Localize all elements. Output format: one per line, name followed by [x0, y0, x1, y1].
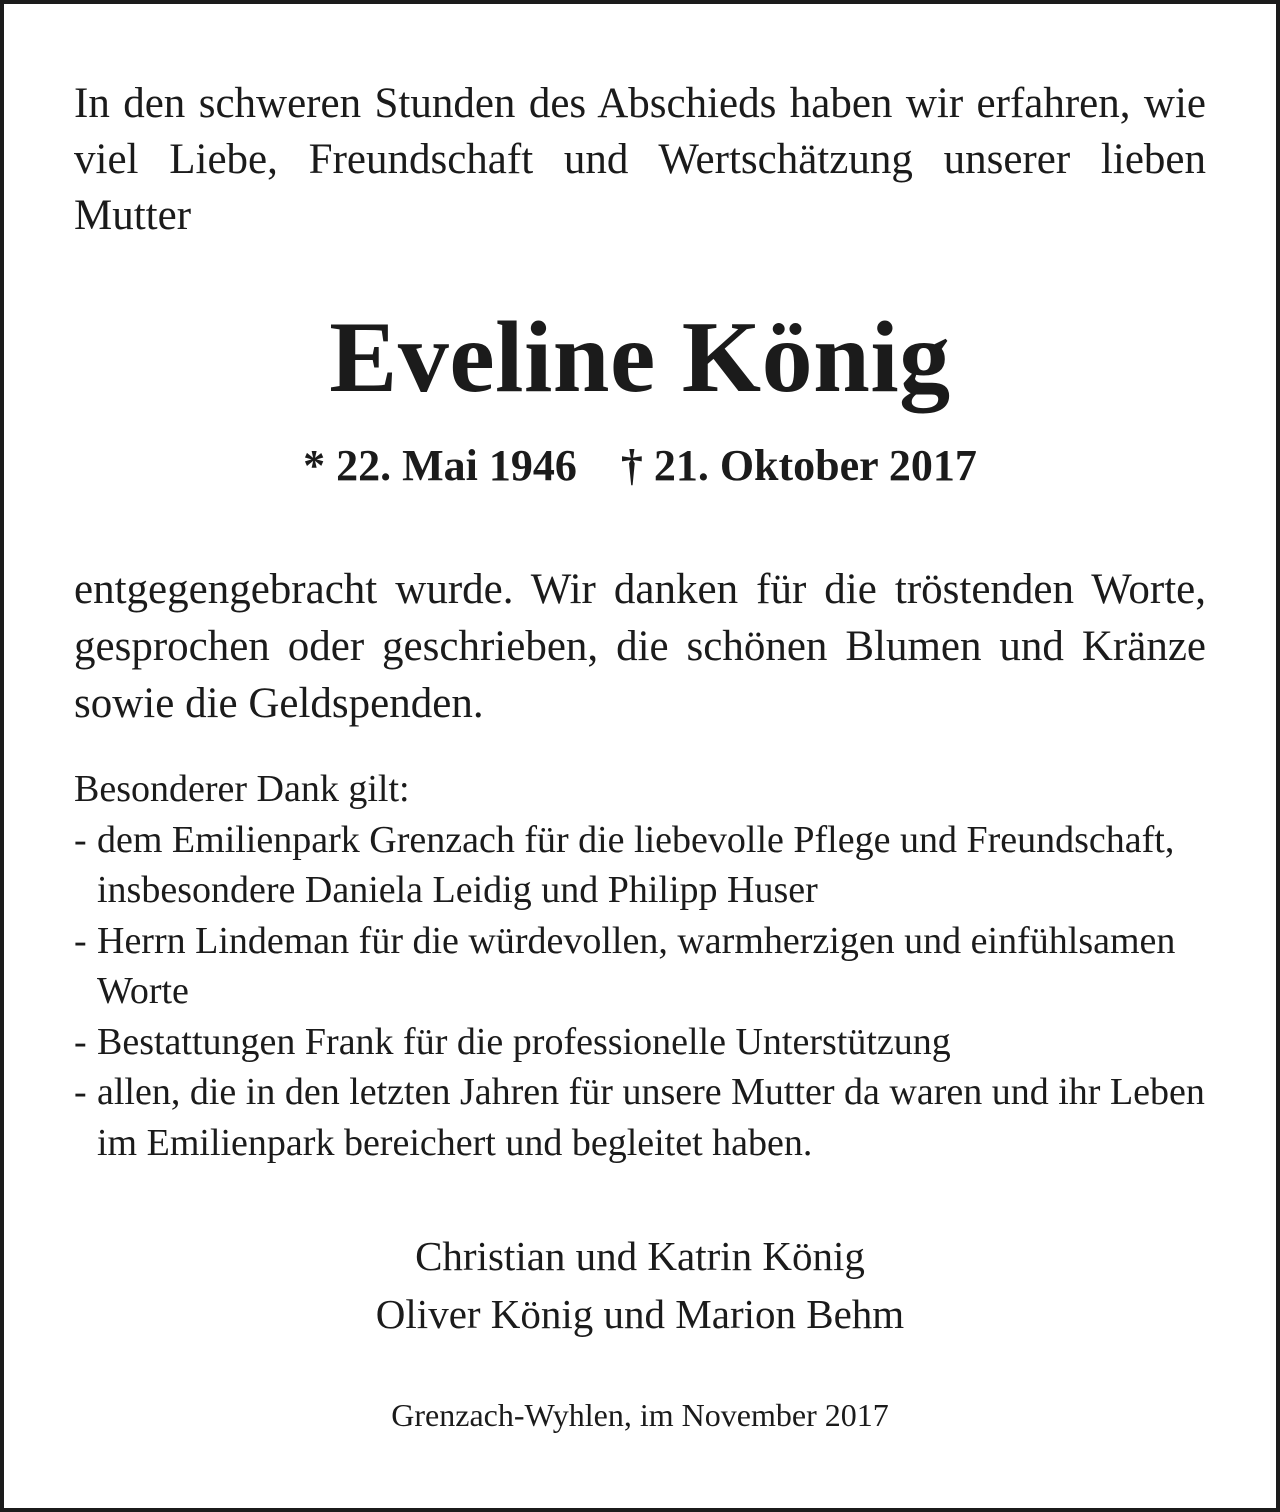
- birth-date: * 22. Mai 1946: [303, 441, 577, 490]
- intro-paragraph: In den schweren Stunden des Abschieds haben wir erfahren, wie viel Liebe, Freundschaft und Wertschätzung unserer lieben Mutter: [74, 80, 1206, 239]
- special-thanks-heading: Besonderer Dank gilt:: [74, 768, 410, 810]
- deceased-name: Eveline König: [329, 301, 951, 414]
- life-dates: [0, 438, 1280, 494]
- signers-block: [0, 1227, 1280, 1343]
- place-and-date: Grenzach-Wyhlen, im November 2017: [391, 1397, 889, 1433]
- list-item: - Herrn Lindeman für die würdevollen, warmherzigen und einfühlsamen Worte: [74, 919, 1176, 1012]
- list-item: - Bestattungen Frank für die professionelle Unterstützung: [74, 1020, 951, 1063]
- special-thanks: [74, 764, 1206, 1168]
- thanks-paragraph: entgegengebracht wurde. Wir danken für die tröstenden Worte, gesprochen oder geschrieben, die schönen Blumen und Kränze sowie die Geldspenden.: [74, 566, 1206, 727]
- special-thanks-list: [74, 815, 1206, 1169]
- death-date: † 21. Oktober 2017: [620, 441, 977, 490]
- list-item: - dem Emilienpark Grenzach für die liebevolle Pflege und Freundschaft, insbesondere Daniela Leidig und Philipp Huser: [74, 818, 1175, 911]
- signer-line: Christian und Katrin König: [415, 1233, 865, 1279]
- list-item: - allen, die in den letzten Jahren für unsere Mutter da waren und ihr Leben im Emilienpark bereichert und begleitet haben.: [74, 1071, 1205, 1164]
- signer-line: Oliver König und Marion Behm: [375, 1291, 905, 1337]
